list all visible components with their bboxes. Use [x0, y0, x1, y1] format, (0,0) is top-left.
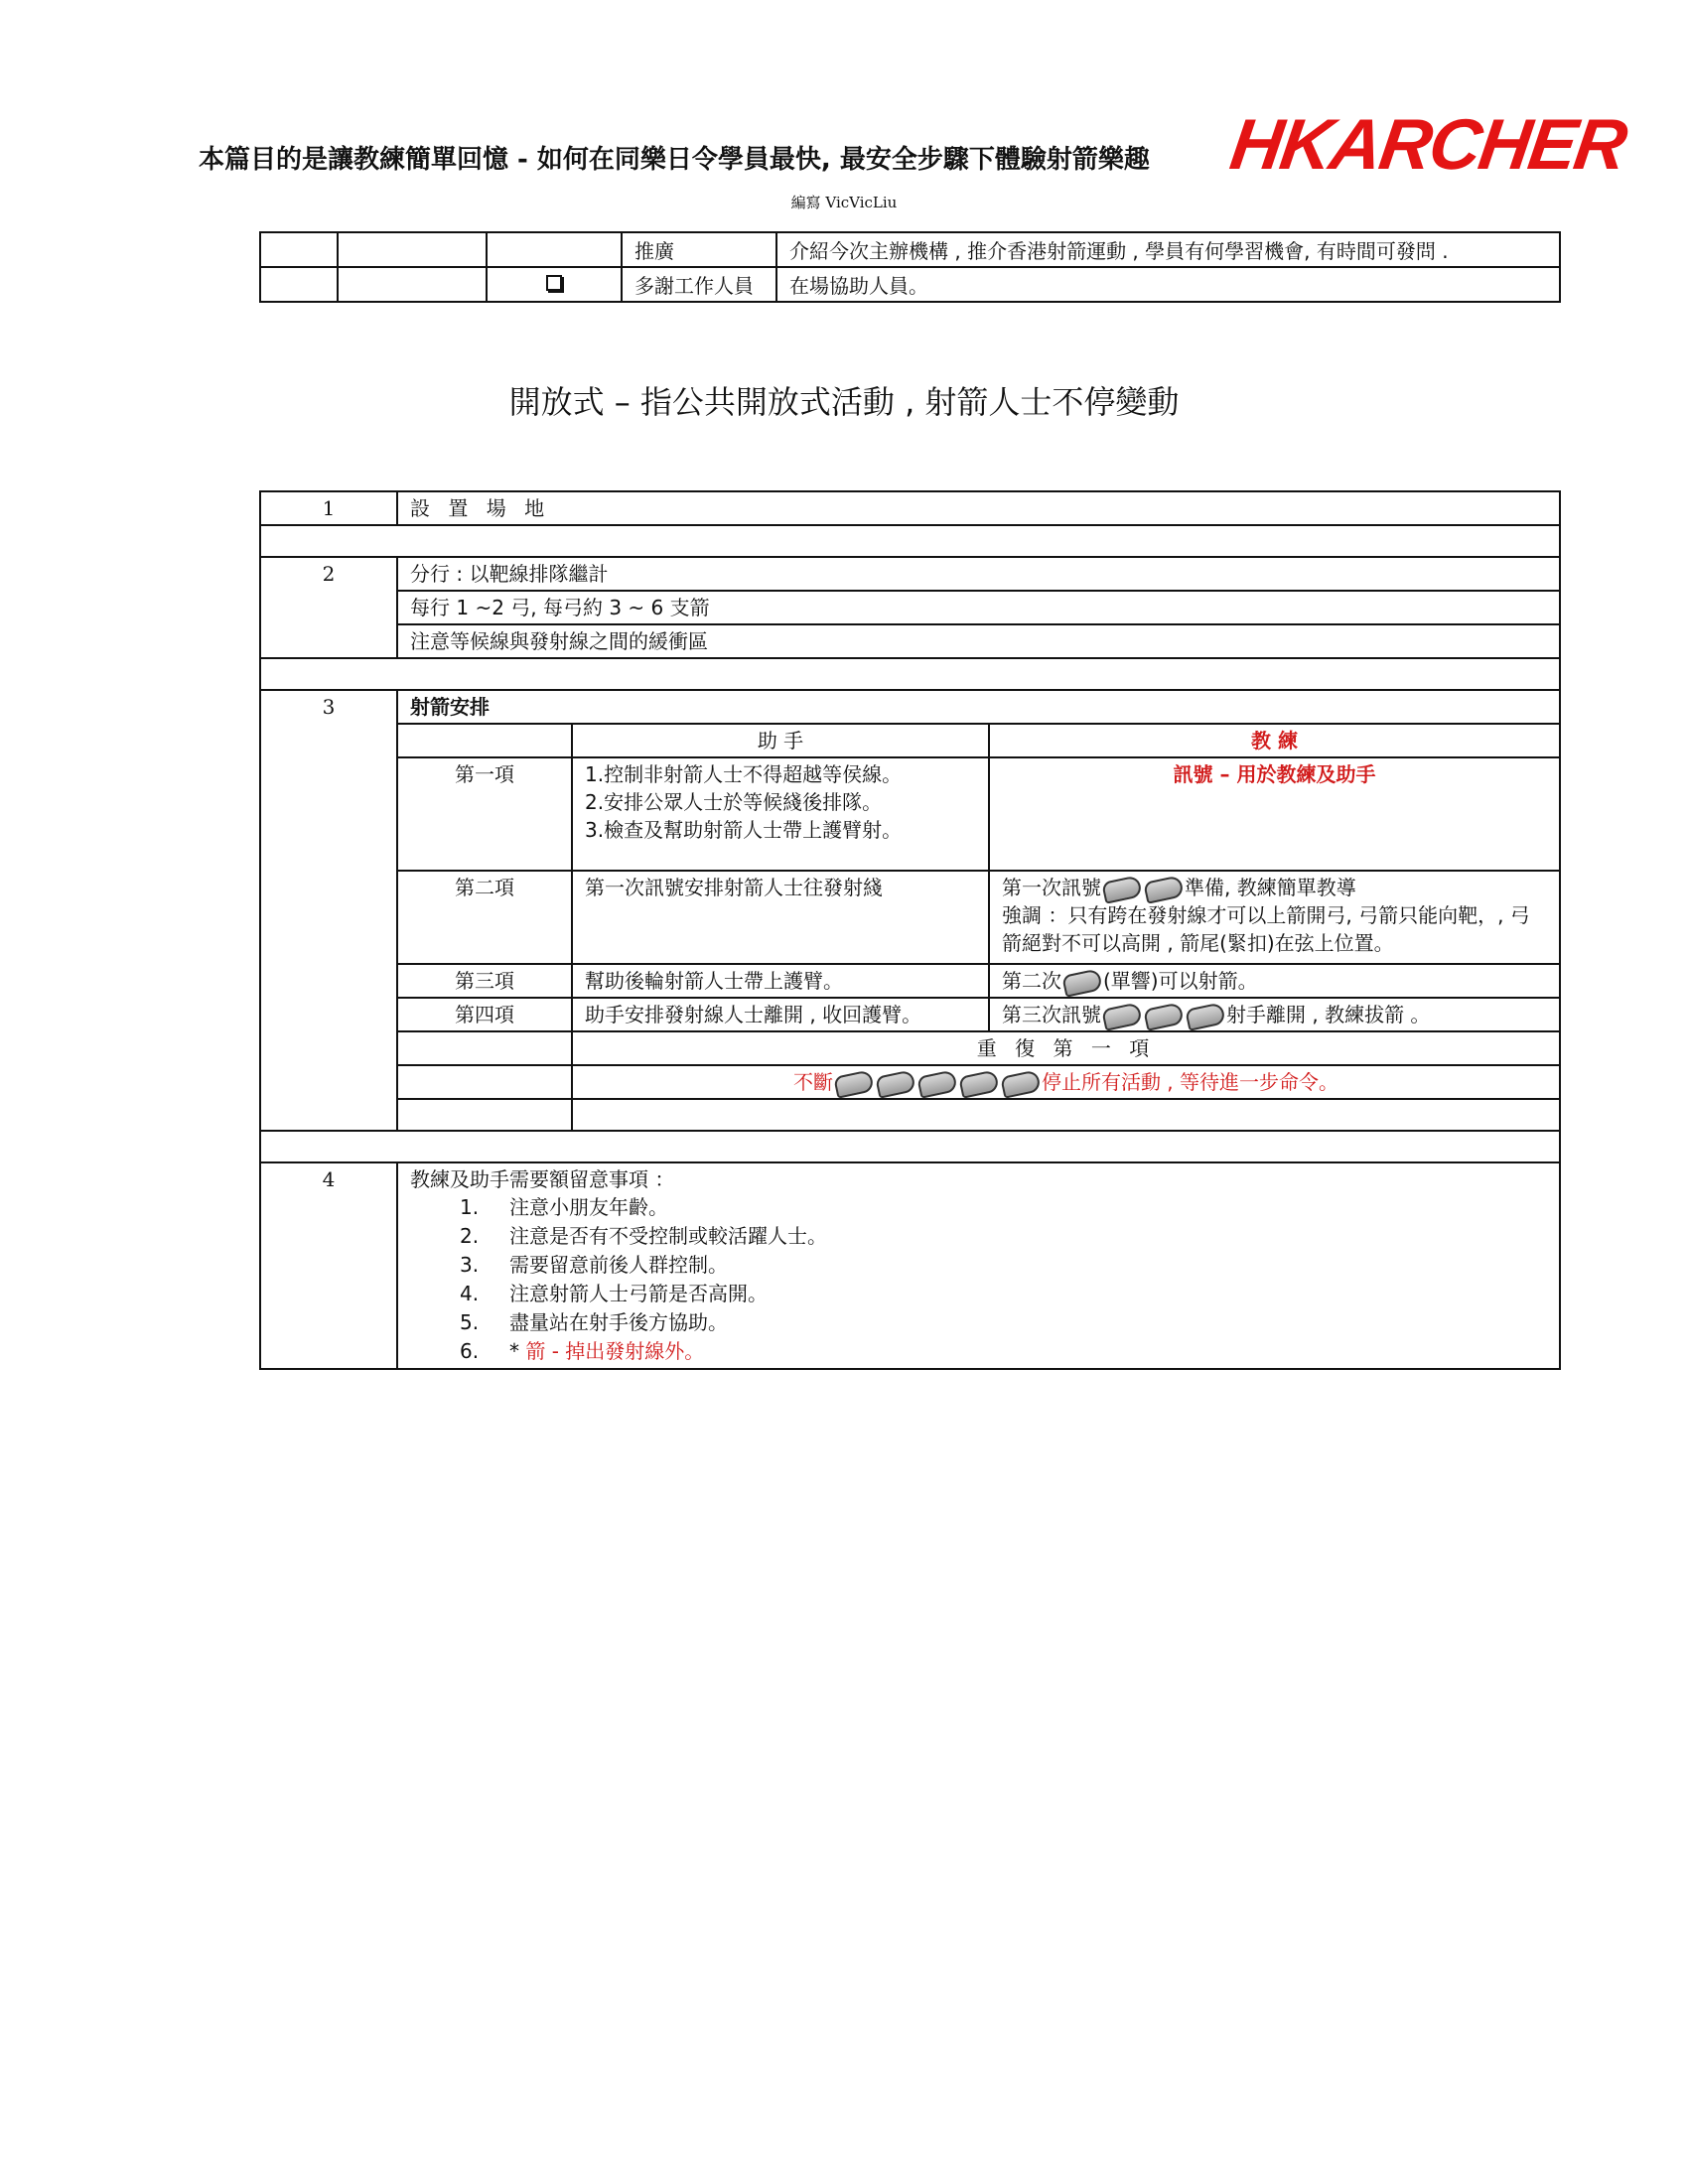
coach-text: 第一次訊號: [1002, 876, 1101, 899]
coach-text: 射手離開 , 教練拔箭 。: [1226, 1003, 1431, 1026]
assistant-text: 3.檢查及幫助射箭人士帶上護臂射。: [585, 818, 903, 842]
table-row: [398, 998, 1559, 1031]
column-header-assistant: 助 手: [572, 724, 989, 757]
table-row: [398, 757, 1559, 871]
whistle-icon: [1101, 875, 1143, 903]
line-text: 每行 1 ~2 弓, 每弓約 3 ~ 6 支箭: [397, 591, 1560, 624]
notes-list: [410, 1193, 1547, 1366]
whistle-icon: [1185, 1002, 1226, 1030]
section-heading: 設 置 場 地: [397, 491, 1560, 525]
checkbox-icon: [546, 275, 562, 291]
table-row: [260, 491, 1560, 525]
assistant-text: 幫助後輪射箭人士帶上護臂。: [572, 964, 989, 998]
table-row: [260, 232, 1560, 267]
procedure-table: [259, 490, 1561, 1370]
stop-text: 不斷: [792, 1070, 833, 1094]
list-item: 2. 注意是否有不受控制或較活躍人士。: [460, 1224, 827, 1248]
whistle-icon: [958, 1069, 1000, 1098]
section-number: 3: [260, 690, 397, 1131]
section-heading: 教練及助手需要額留意事項 ：: [410, 1167, 675, 1191]
step-label: 第四項: [398, 998, 572, 1031]
list-item: 4. 注意射箭人士弓箭是否高開。: [460, 1282, 768, 1305]
section-heading: 射箭安排: [410, 695, 490, 719]
section-number: 4: [260, 1162, 397, 1369]
whistle-icon: [916, 1069, 958, 1098]
table-row: [260, 557, 1560, 591]
table-row: [398, 1065, 1559, 1099]
assistant-text: 第一次訊號安排射箭人士往發射綫: [572, 871, 989, 964]
table-row: [260, 690, 1560, 1131]
section-title: 開放式 – 指公共開放式活動 , 射箭人士不停變動: [508, 383, 1180, 421]
whistle-icon: [875, 1069, 916, 1098]
whistle-icon: [1061, 968, 1103, 997]
desc-cell: 在場協助人員。: [776, 267, 1560, 302]
stop-text: 停止所有活動 , 等待進一步命令。: [1041, 1070, 1339, 1094]
section-number: 1: [260, 491, 397, 525]
coach-note: 強調 ：只有跨在發射線才可以上箭開弓, 弓箭只能向靶，, 弓箭絕對不可以高開 , 箭尾(緊扣)在弦上位置。: [1002, 903, 1530, 955]
table-row: [398, 1031, 1559, 1065]
table-row: [260, 591, 1560, 624]
list-item: 1. 注意小朋友年齡。: [460, 1195, 668, 1219]
column-header-coach: 教 練: [989, 724, 1559, 757]
list-item: 5. 盡量站在射手後方協助。: [460, 1310, 728, 1334]
assistant-text: 2.安排公眾人士於等候綫後排隊。: [585, 790, 883, 814]
whistle-icon: [1143, 1002, 1185, 1030]
coach-text: 準備, 教練簡單教導: [1185, 876, 1356, 899]
line-text: 注意等候線與發射線之間的緩衝區: [397, 624, 1560, 658]
table-row: [260, 267, 1560, 302]
whistle-icon: [833, 1069, 875, 1098]
step-label: 第二項: [398, 871, 572, 964]
coach-text: 第三次訊號: [1002, 1003, 1101, 1026]
desc-cell: 介紹今次主辦機構 , 推介香港射箭運動 , 學員有何學習機會, 有時間可發問 .: [776, 232, 1560, 267]
item-cell: 多謝工作人員: [622, 267, 776, 302]
arrangement-table: [398, 723, 1559, 1130]
table-row: [398, 871, 1559, 964]
table-row: [260, 1162, 1560, 1369]
table-row: [260, 624, 1560, 658]
coach-signal-note: 訊號 – 用於教練及助手: [989, 757, 1559, 871]
line-text: 分行 : 以靶線排隊繼計: [397, 557, 1560, 591]
author-line: 編寫 VicVicLiu: [790, 194, 898, 211]
step-label: 第一項: [398, 757, 572, 871]
repeat-note: 重 復 第 一 項: [572, 1031, 1559, 1065]
item-cell: 推廣: [622, 232, 776, 267]
hkarcher-logo: HKARCHER: [1225, 105, 1630, 185]
step-label: 第三項: [398, 964, 572, 998]
table-row: [398, 964, 1559, 998]
assistant-text: 助手安排發射線人士離開 , 收回護臂。: [572, 998, 989, 1031]
list-item: 6. * 箭 - 掉出發射線外。: [460, 1339, 705, 1363]
list-item: 3. 需要留意前後人群控制。: [460, 1253, 728, 1277]
whistle-icon: [1143, 875, 1185, 903]
section-number: 2: [260, 557, 397, 658]
whistle-icon: [1101, 1002, 1143, 1030]
page-title: 本篇目的是讓教練簡單回憶 - 如何在同樂日令學員最快, 最安全步驟下體驗射箭樂趣: [199, 145, 1150, 175]
coach-text: (單響)可以射箭。: [1103, 969, 1258, 993]
continued-table: [259, 231, 1561, 303]
coach-text: 第二次: [1002, 969, 1061, 993]
assistant-text: 1.控制非射箭人士不得超越等侯線。: [585, 762, 903, 786]
whistle-icon: [1000, 1069, 1042, 1098]
